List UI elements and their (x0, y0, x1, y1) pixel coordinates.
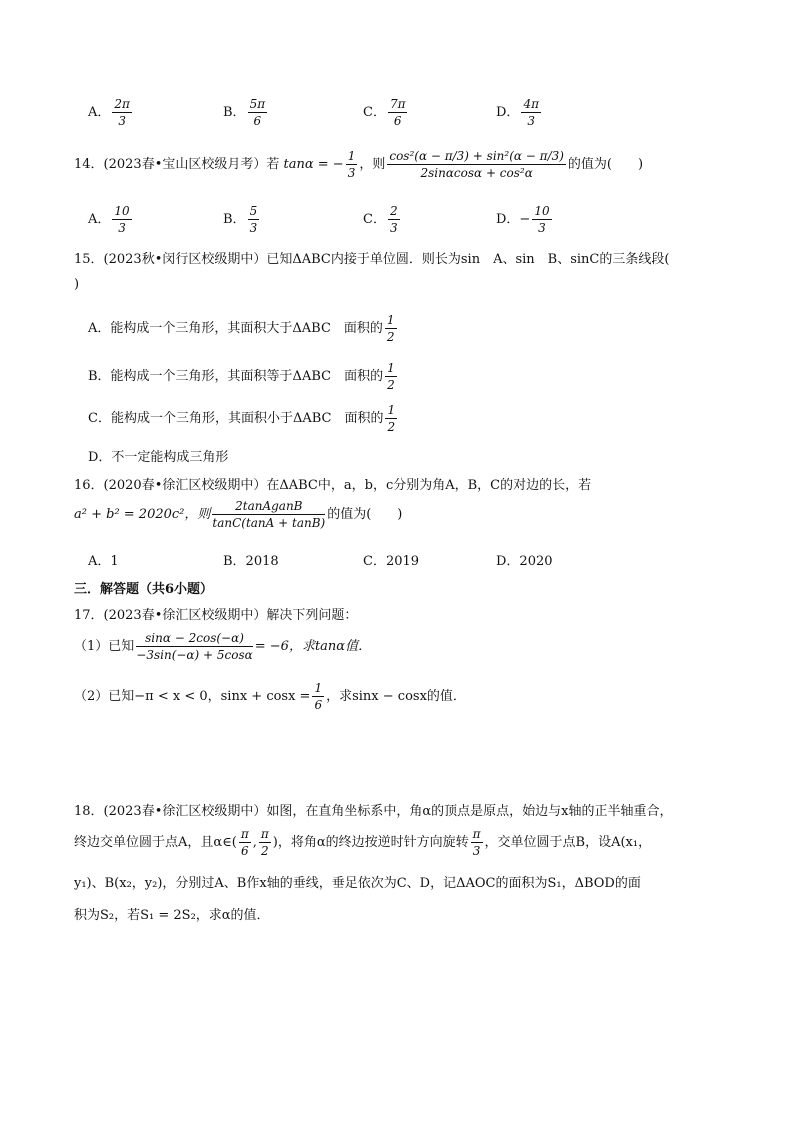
denominator: 3 (347, 166, 356, 180)
fraction (259, 828, 271, 857)
q13-option-c (363, 98, 409, 127)
q18-line2: 终边交单位圆于点A，且α∈( $\frac{\pi}{6}$ , $\frac{\pi}{2}$ )，将角α的终边按逆时针方向旋转 $\frac{\pi}{3}$ ，交单位圆于点B，设A(x₁， (74, 827, 652, 858)
tan-expression: tanα = − (283, 157, 344, 172)
fraction (346, 150, 358, 179)
q14-stem (74, 150, 643, 179)
numerator: cos²(α − π/3) + sin²(α − π/3) (389, 149, 564, 163)
connector-text: ，则 (359, 157, 386, 172)
q16-stem-line1: 16．(2020春•徐汇区校级期中）在ΔABC中，a，b，c分别为角A，B，C的对边的长，若 (74, 478, 592, 493)
q18-line4: 积为S₂，若S₁ = 2S₂，求α的值． (74, 908, 270, 923)
q16-option-b: B．2018 (223, 554, 279, 569)
denominator: 3 (389, 221, 398, 235)
part-suffix: = −6，求tanα值． (254, 639, 372, 654)
denominator: 2 (386, 330, 395, 344)
fraction (385, 314, 397, 343)
denominator: 3 (249, 221, 258, 235)
option-label: B． (223, 212, 246, 227)
option-label: C． (363, 105, 386, 120)
fraction (388, 205, 400, 234)
fraction (248, 205, 260, 234)
denominator: 2sinαcosα + cos²α (420, 166, 533, 180)
option-text: B．能构成一个三角形，其面积等于ΔABC 面积的 (88, 369, 384, 384)
text-segment: 终边交单位圆于点A，且α∈( (74, 835, 237, 850)
q15-stem-line2: ) (74, 277, 80, 292)
q16-stem-line2 (74, 500, 402, 529)
numerator: 2 (389, 204, 398, 218)
fraction (239, 828, 251, 857)
fraction (388, 98, 408, 127)
denominator: 3 (472, 844, 481, 858)
fraction (471, 828, 483, 857)
denominator: 3 (538, 221, 546, 235)
fraction (385, 404, 397, 433)
fraction (385, 362, 397, 391)
denominator: 3 (118, 114, 126, 128)
condition-text: a² + b² = 2020c²，则 (74, 507, 211, 522)
main-fraction (387, 150, 566, 179)
denominator: 3 (118, 221, 126, 235)
option-label: A． (88, 105, 111, 120)
denominator: 2 (387, 378, 395, 392)
numerator: 1 (387, 403, 396, 417)
numerator: 10 (534, 204, 550, 218)
option-label: D．− (496, 212, 531, 227)
q13-option-b (223, 98, 269, 127)
question-prefix: 14．(2023春•宝山区校级月考）若 (74, 157, 280, 172)
option-label: B． (223, 105, 246, 120)
q17-stem: 17．(2023春•徐汇区校级期中）解决下列问题： (74, 608, 358, 623)
q16-option-a: A．1 (88, 554, 119, 569)
fraction (532, 205, 551, 234)
denominator: 6 (241, 844, 249, 858)
q16-option-c: C．2019 (363, 554, 420, 569)
question-suffix: 的值为( ) (567, 157, 644, 172)
denominator: 2 (261, 844, 269, 858)
numerator: 5 (249, 204, 258, 218)
text-segment: ，交单位圆于点B，设A(x₁， (484, 835, 652, 850)
fraction (521, 98, 541, 127)
numerator: 10 (114, 204, 130, 218)
q15-stem-line1: 15．(2023秋•闵行区校级期中）已知ΔABC内接于单位圆．则长为sin A、sin B、sinC的三条线段( (74, 252, 670, 267)
q13-option-a (88, 98, 134, 127)
denominator: 6 (253, 114, 262, 128)
option-label: D． (496, 105, 520, 120)
fraction (212, 500, 325, 529)
numerator: 5π (249, 97, 266, 111)
numerator: 1 (386, 313, 395, 327)
q18-line3: y₁)、B(x₂，y₂)，分别过A、B作x轴的垂线，垂足依次为C、D，记ΔAOC的面积为S₁，ΔBOD的面 (74, 876, 641, 891)
denominator: −3sin(−α) + 5cosα (136, 648, 253, 662)
option-label: C． (363, 212, 386, 227)
numerator: 4π (523, 97, 539, 111)
numerator: π (260, 827, 269, 841)
denominator: 2 (387, 420, 396, 434)
q15-option-d: D．不一定能构成三角形 (88, 450, 229, 465)
part-suffix: ，求sinx − cosx的值． (326, 689, 466, 704)
q15-option-a (88, 314, 399, 343)
numerator: π (240, 827, 249, 841)
fraction (136, 632, 252, 661)
numerator: 2π (114, 97, 130, 111)
q18-line1: 18．(2023春•徐汇区校级期中）如图，在直角坐标系中，角α的顶点是原点，始边与x轴的正半轴重合， (74, 804, 673, 819)
question-suffix: 的值为( ) (327, 507, 403, 522)
q17-part2 (74, 682, 466, 711)
text-segment: )，将角α的终边按逆时针方向旋转 (272, 835, 469, 850)
numerator: π (472, 827, 481, 841)
q13-option-d (496, 98, 543, 127)
q16-option-d: D．2020 (496, 554, 553, 569)
denominator: 6 (393, 114, 402, 128)
denominator: 6 (314, 698, 323, 712)
fraction (112, 98, 132, 127)
option-text: A．能构成一个三角形，其面积大于ΔABC 面积的 (88, 321, 383, 336)
option-text: C．能构成一个三角形，其面积小于ΔABC 面积的 (88, 411, 384, 426)
section-heading: 三．解答题（共6小题） (74, 582, 214, 597)
fraction (248, 98, 268, 127)
q14-option-c (363, 205, 402, 234)
numerator: 1 (387, 361, 395, 375)
q17-part1 (74, 632, 371, 661)
fraction (112, 205, 131, 234)
q15-option-c (88, 404, 399, 433)
q14-option-a (88, 205, 134, 234)
part-prefix: （2）已知−π < x < 0，sinx + cosx = (74, 689, 311, 704)
denominator: 3 (527, 114, 536, 128)
numerator: 1 (314, 681, 323, 695)
numerator: 2tanAganB (212, 500, 325, 515)
q14-option-d (496, 205, 554, 234)
numerator: 1 (347, 149, 356, 163)
part-prefix: （1）已知 (74, 639, 135, 654)
q14-option-b (223, 205, 261, 234)
option-label: A． (88, 212, 111, 227)
fraction (312, 682, 324, 711)
q15-option-b (88, 362, 399, 391)
numerator: 7π (389, 97, 406, 111)
denominator: tanC(tanA + tanB) (212, 516, 326, 530)
numerator: sinα − 2cos(−α) (136, 632, 252, 647)
